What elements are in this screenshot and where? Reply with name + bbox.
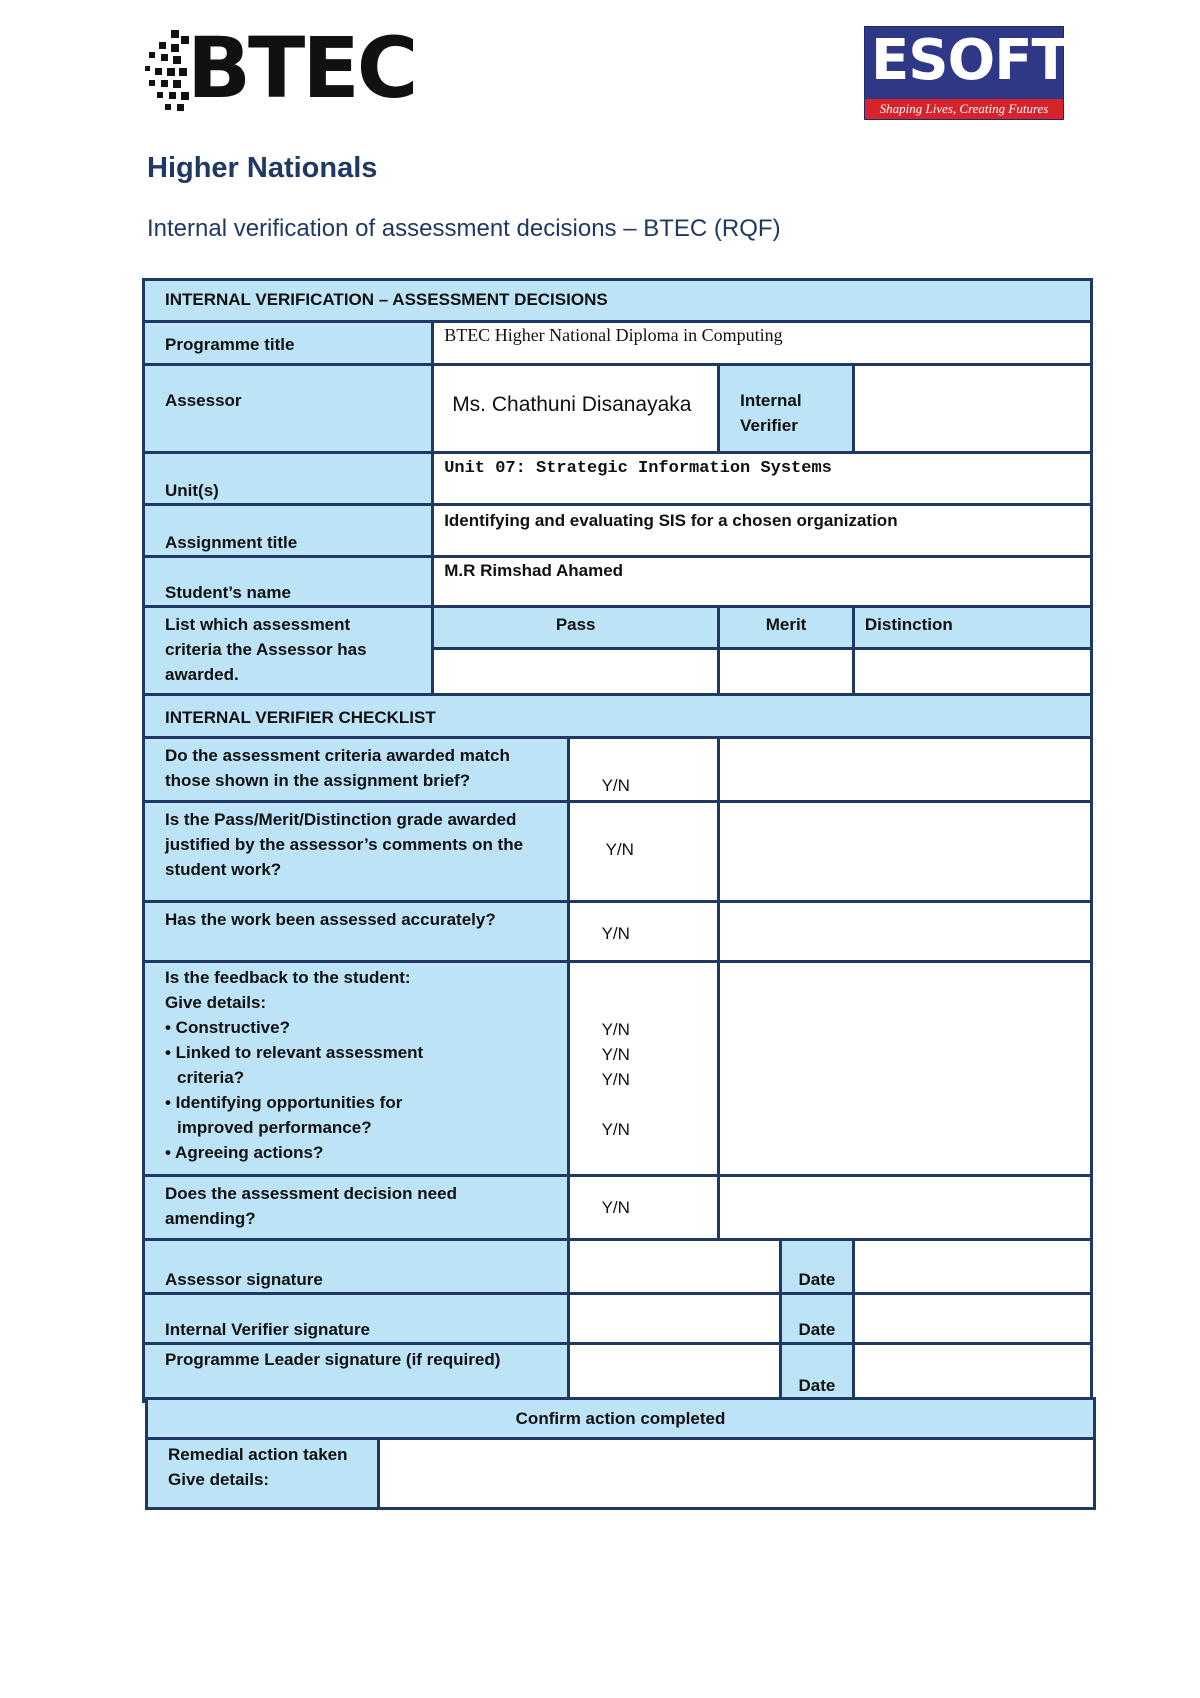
- assessor-signature-label: Assessor signature: [144, 1240, 569, 1294]
- q2-yn-value: Y/N: [605, 840, 634, 859]
- checklist-q2-comment[interactable]: [719, 802, 1092, 902]
- q4-bullet-constructive: • Constructive?: [165, 1018, 290, 1037]
- q4-give-details: Give details:: [165, 993, 267, 1012]
- q4-bullet-agreeing: • Agreeing actions?: [165, 1143, 324, 1162]
- remedial-label-line-2: Give details:: [168, 1470, 270, 1489]
- btec-wordmark: BTEC: [187, 19, 416, 117]
- checklist-q2: Is the Pass/Merit/Distinction grade awarded justified by the assessor’s comments on the student work?: [144, 802, 569, 902]
- q4-yn-4: Y/N: [601, 1120, 630, 1139]
- esoft-logo: [864, 26, 1069, 120]
- checklist-header: INTERNAL VERIFIER CHECKLIST: [144, 695, 1092, 738]
- assessor-date-label: Date: [780, 1240, 853, 1294]
- units-value: Unit 07: Strategic Information Systems: [444, 459, 832, 478]
- leader-date-label: Date: [780, 1344, 853, 1402]
- esoft-tagline: Shaping Lives, Creating Futures: [865, 99, 1063, 119]
- assessor-label: Assessor: [144, 365, 433, 453]
- assessor-signature-field[interactable]: [568, 1240, 780, 1294]
- btec-dots-icon: [143, 28, 191, 114]
- page-subtitle: Internal verification of assessment decisions – BTEC (RQF): [147, 215, 781, 242]
- page-title: Higher Nationals: [147, 152, 378, 184]
- q4-title: Is the feedback to the student:: [165, 968, 411, 987]
- distinction-header: Distinction: [853, 607, 1091, 649]
- leader-signature-label: Programme Leader signature (if required): [144, 1344, 569, 1402]
- checklist-q3: Has the work been assessed accurately?: [144, 902, 569, 962]
- verifier-date-label: Date: [780, 1294, 853, 1344]
- student-name-field[interactable]: [433, 557, 1092, 607]
- merit-header: Merit: [719, 607, 854, 649]
- verifier-signature-field[interactable]: [568, 1294, 780, 1344]
- checklist-q4: [144, 962, 569, 1176]
- checklist-q4-comment[interactable]: [719, 962, 1092, 1176]
- checklist-q4-yn[interactable]: [568, 962, 719, 1176]
- student-name-label: Student’s name: [144, 557, 433, 607]
- assignment-title-label: Assignment title: [144, 505, 433, 557]
- distinction-criteria-field[interactable]: [853, 648, 1091, 694]
- merit-criteria-field[interactable]: [719, 648, 854, 694]
- verifier-date-field[interactable]: [853, 1294, 1091, 1344]
- q4-bullet-linked: • Linked to relevant assessment: [165, 1043, 424, 1062]
- checklist-q1-yn[interactable]: [568, 738, 719, 802]
- q4-bullet-opportunities-cont: improved performance?: [177, 1118, 372, 1137]
- q3-yn-value: Y/N: [601, 924, 630, 943]
- student-name-value: M.R Rimshad Ahamed: [444, 561, 624, 580]
- assessor-field[interactable]: [433, 365, 719, 453]
- assignment-title-value: Identifying and evaluating SIS for a chosen organization: [444, 511, 898, 530]
- verifier-signature-label: Internal Verifier signature: [144, 1294, 569, 1344]
- esoft-wordmark: ESOFT: [871, 28, 1069, 93]
- programme-title-label: Programme title: [144, 322, 433, 365]
- checklist-q1-comment[interactable]: [719, 738, 1092, 802]
- programme-title-value: BTEC Higher National Diploma in Computing: [444, 325, 783, 345]
- checklist-q3-yn[interactable]: [568, 902, 719, 962]
- q1-yn-value: Y/N: [601, 776, 630, 795]
- remedial-label-line-1: Remedial action taken: [168, 1445, 348, 1464]
- checklist-q1: Do the assessment criteria awarded match those shown in the assignment brief?: [144, 738, 569, 802]
- section-header: INTERNAL VERIFICATION – ASSESSMENT DECISIONS: [144, 280, 1092, 322]
- remedial-label: [147, 1439, 379, 1509]
- q4-yn-2: Y/N: [601, 1045, 630, 1064]
- leader-signature-field[interactable]: [568, 1344, 780, 1402]
- btec-logo: [143, 19, 416, 120]
- checklist-q5-yn[interactable]: [568, 1176, 719, 1240]
- assessor-value: Ms. Chathuni Disanayaka: [452, 393, 692, 416]
- q4-yn-3: Y/N: [601, 1070, 630, 1089]
- leader-date-field[interactable]: [853, 1344, 1091, 1402]
- assignment-title-field[interactable]: [433, 505, 1092, 557]
- pass-header: Pass: [433, 607, 719, 649]
- criteria-label: List which assessment criteria the Assessor has awarded.: [144, 607, 433, 695]
- q4-yn-1: Y/N: [601, 1020, 630, 1039]
- confirm-table: [145, 1397, 1096, 1510]
- assessor-date-field[interactable]: [853, 1240, 1091, 1294]
- internal-verifier-field[interactable]: [853, 365, 1091, 453]
- q4-bullet-linked-cont: criteria?: [177, 1068, 245, 1087]
- checklist-q2-yn[interactable]: [568, 802, 719, 902]
- q5-yn-value: Y/N: [601, 1198, 630, 1217]
- units-field[interactable]: [433, 453, 1092, 505]
- checklist-q5: Does the assessment decision need amending?: [144, 1176, 569, 1240]
- pass-criteria-field[interactable]: [433, 648, 719, 694]
- verification-table: [142, 278, 1093, 1403]
- checklist-q5-comment[interactable]: [719, 1176, 1092, 1240]
- units-label: Unit(s): [144, 453, 433, 505]
- programme-title-field[interactable]: [433, 322, 1092, 365]
- checklist-q3-comment[interactable]: [719, 902, 1092, 962]
- remedial-details-field[interactable]: [378, 1439, 1094, 1509]
- confirm-header: Confirm action completed: [147, 1399, 1095, 1439]
- internal-verifier-label: Internal Verifier: [719, 365, 854, 453]
- q4-bullet-opportunities: • Identifying opportunities for: [165, 1093, 403, 1112]
